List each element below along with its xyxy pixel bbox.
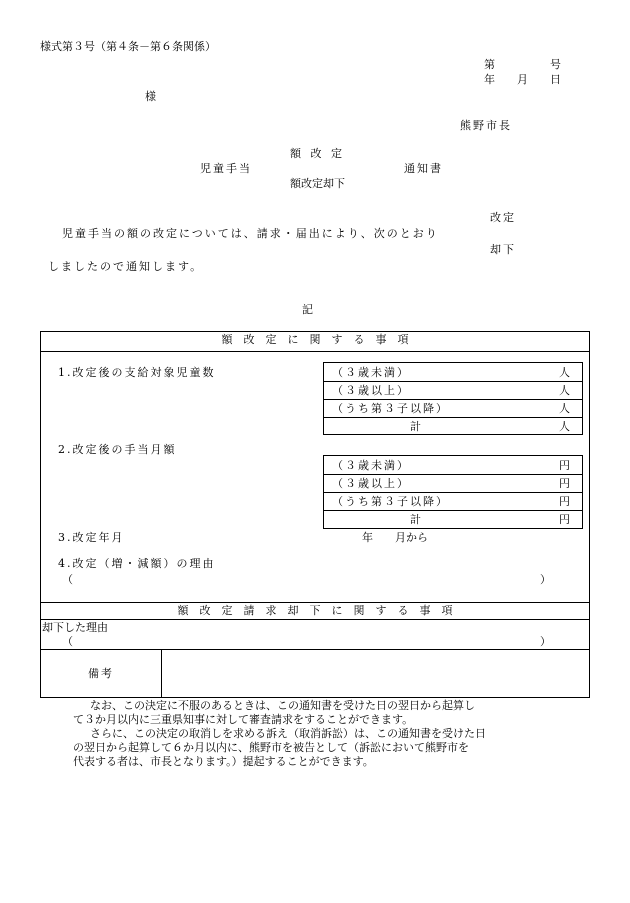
children-total-unit: 人 (559, 420, 570, 433)
children-row-label: （３歳以上） (332, 384, 410, 397)
amount-row-unit: 円 (559, 477, 570, 490)
document-number-label: 第 号 (484, 58, 561, 71)
monthly-amount-table (323, 455, 583, 529)
notice-line: さらに、この決定の取消しを求める訴え（取消訴訟）は、この通知書を受けた日 (90, 727, 486, 740)
reason-paren-open: （ (62, 573, 73, 586)
children-row-label: （３歳未満） (332, 366, 410, 379)
amount-row-unit: 円 (559, 459, 570, 472)
children-total-label: 計 (410, 420, 421, 433)
body-option-reject: 却下 (490, 243, 516, 256)
children-row-label: （うち第３子以降） (332, 402, 449, 415)
title-suffix: 通知書 (404, 162, 443, 175)
section-revision-header: 額 改 定 に 関 す る 事 項 (221, 333, 409, 346)
amount-row-label: （３歳未満） (332, 459, 410, 472)
children-row-unit: 人 (559, 384, 570, 397)
item-revision-date-label: 3.改定年月 (58, 531, 125, 544)
amount-row-label: （３歳以上） (332, 477, 410, 490)
rejection-reason-label: 却下した理由 (42, 621, 108, 634)
children-row-unit: 人 (559, 366, 570, 379)
revision-date-value: 年 月から (362, 531, 428, 544)
notice-line: 代表する者は、市長となります。）提起することができます。 (73, 755, 374, 768)
children-count-table (323, 362, 583, 435)
item-monthly-amount-label: 2.改定後の手当月額 (58, 443, 177, 456)
notice-line: て３か月以内に三重県知事に対して審査請求をすることができます。 (73, 713, 414, 726)
title-option-revise: 額 改 定 (290, 147, 345, 160)
remarks-label: 備考 (88, 667, 114, 680)
notice-line: なお、この決定に不服のあるときは、この通知書を受けた日の翌日から起算し (90, 699, 475, 712)
body-line-1: 児童手当の額の改定については、請求・届出により、次のとおり (62, 227, 439, 240)
section-header-divider (40, 351, 590, 352)
body-option-revise: 改定 (490, 211, 516, 224)
notice-line: の翌日から起算して６か月以内に、熊野市を被告として（訴訟において熊野市を (73, 741, 469, 754)
addressee-suffix: 様 (145, 90, 156, 103)
document-date-label: 年 月 日 (484, 73, 561, 86)
section-rejection-header: 額 改 定 請 求 却 下 に 関 す る 事 項 (177, 604, 453, 617)
amount-total-unit: 円 (559, 513, 570, 526)
body-line-2: しましたので通知します。 (48, 260, 204, 273)
reason-paren-close: ） (540, 573, 551, 586)
item-children-count-label: 1.改定後の支給対象児童数 (58, 366, 216, 379)
issuer-name: 熊野市長 (460, 119, 512, 132)
amount-row-label: （うち第３子以降） (332, 495, 449, 508)
rejection-paren-close: ） (540, 635, 551, 648)
amount-row-unit: 円 (559, 495, 570, 508)
title-option-reject: 額改定却下 (290, 177, 345, 190)
item-revision-reason-label: 4.改定（増・減額）の理由 (58, 557, 216, 570)
children-row-unit: 人 (559, 402, 570, 415)
form-number-label: 様式第３号（第４条－第６条関係） (40, 40, 216, 53)
ki-heading: 記 (302, 303, 313, 316)
amount-total-label: 計 (410, 513, 421, 526)
title-prefix: 児童手当 (200, 162, 252, 175)
rejection-paren-open: （ (62, 635, 73, 648)
